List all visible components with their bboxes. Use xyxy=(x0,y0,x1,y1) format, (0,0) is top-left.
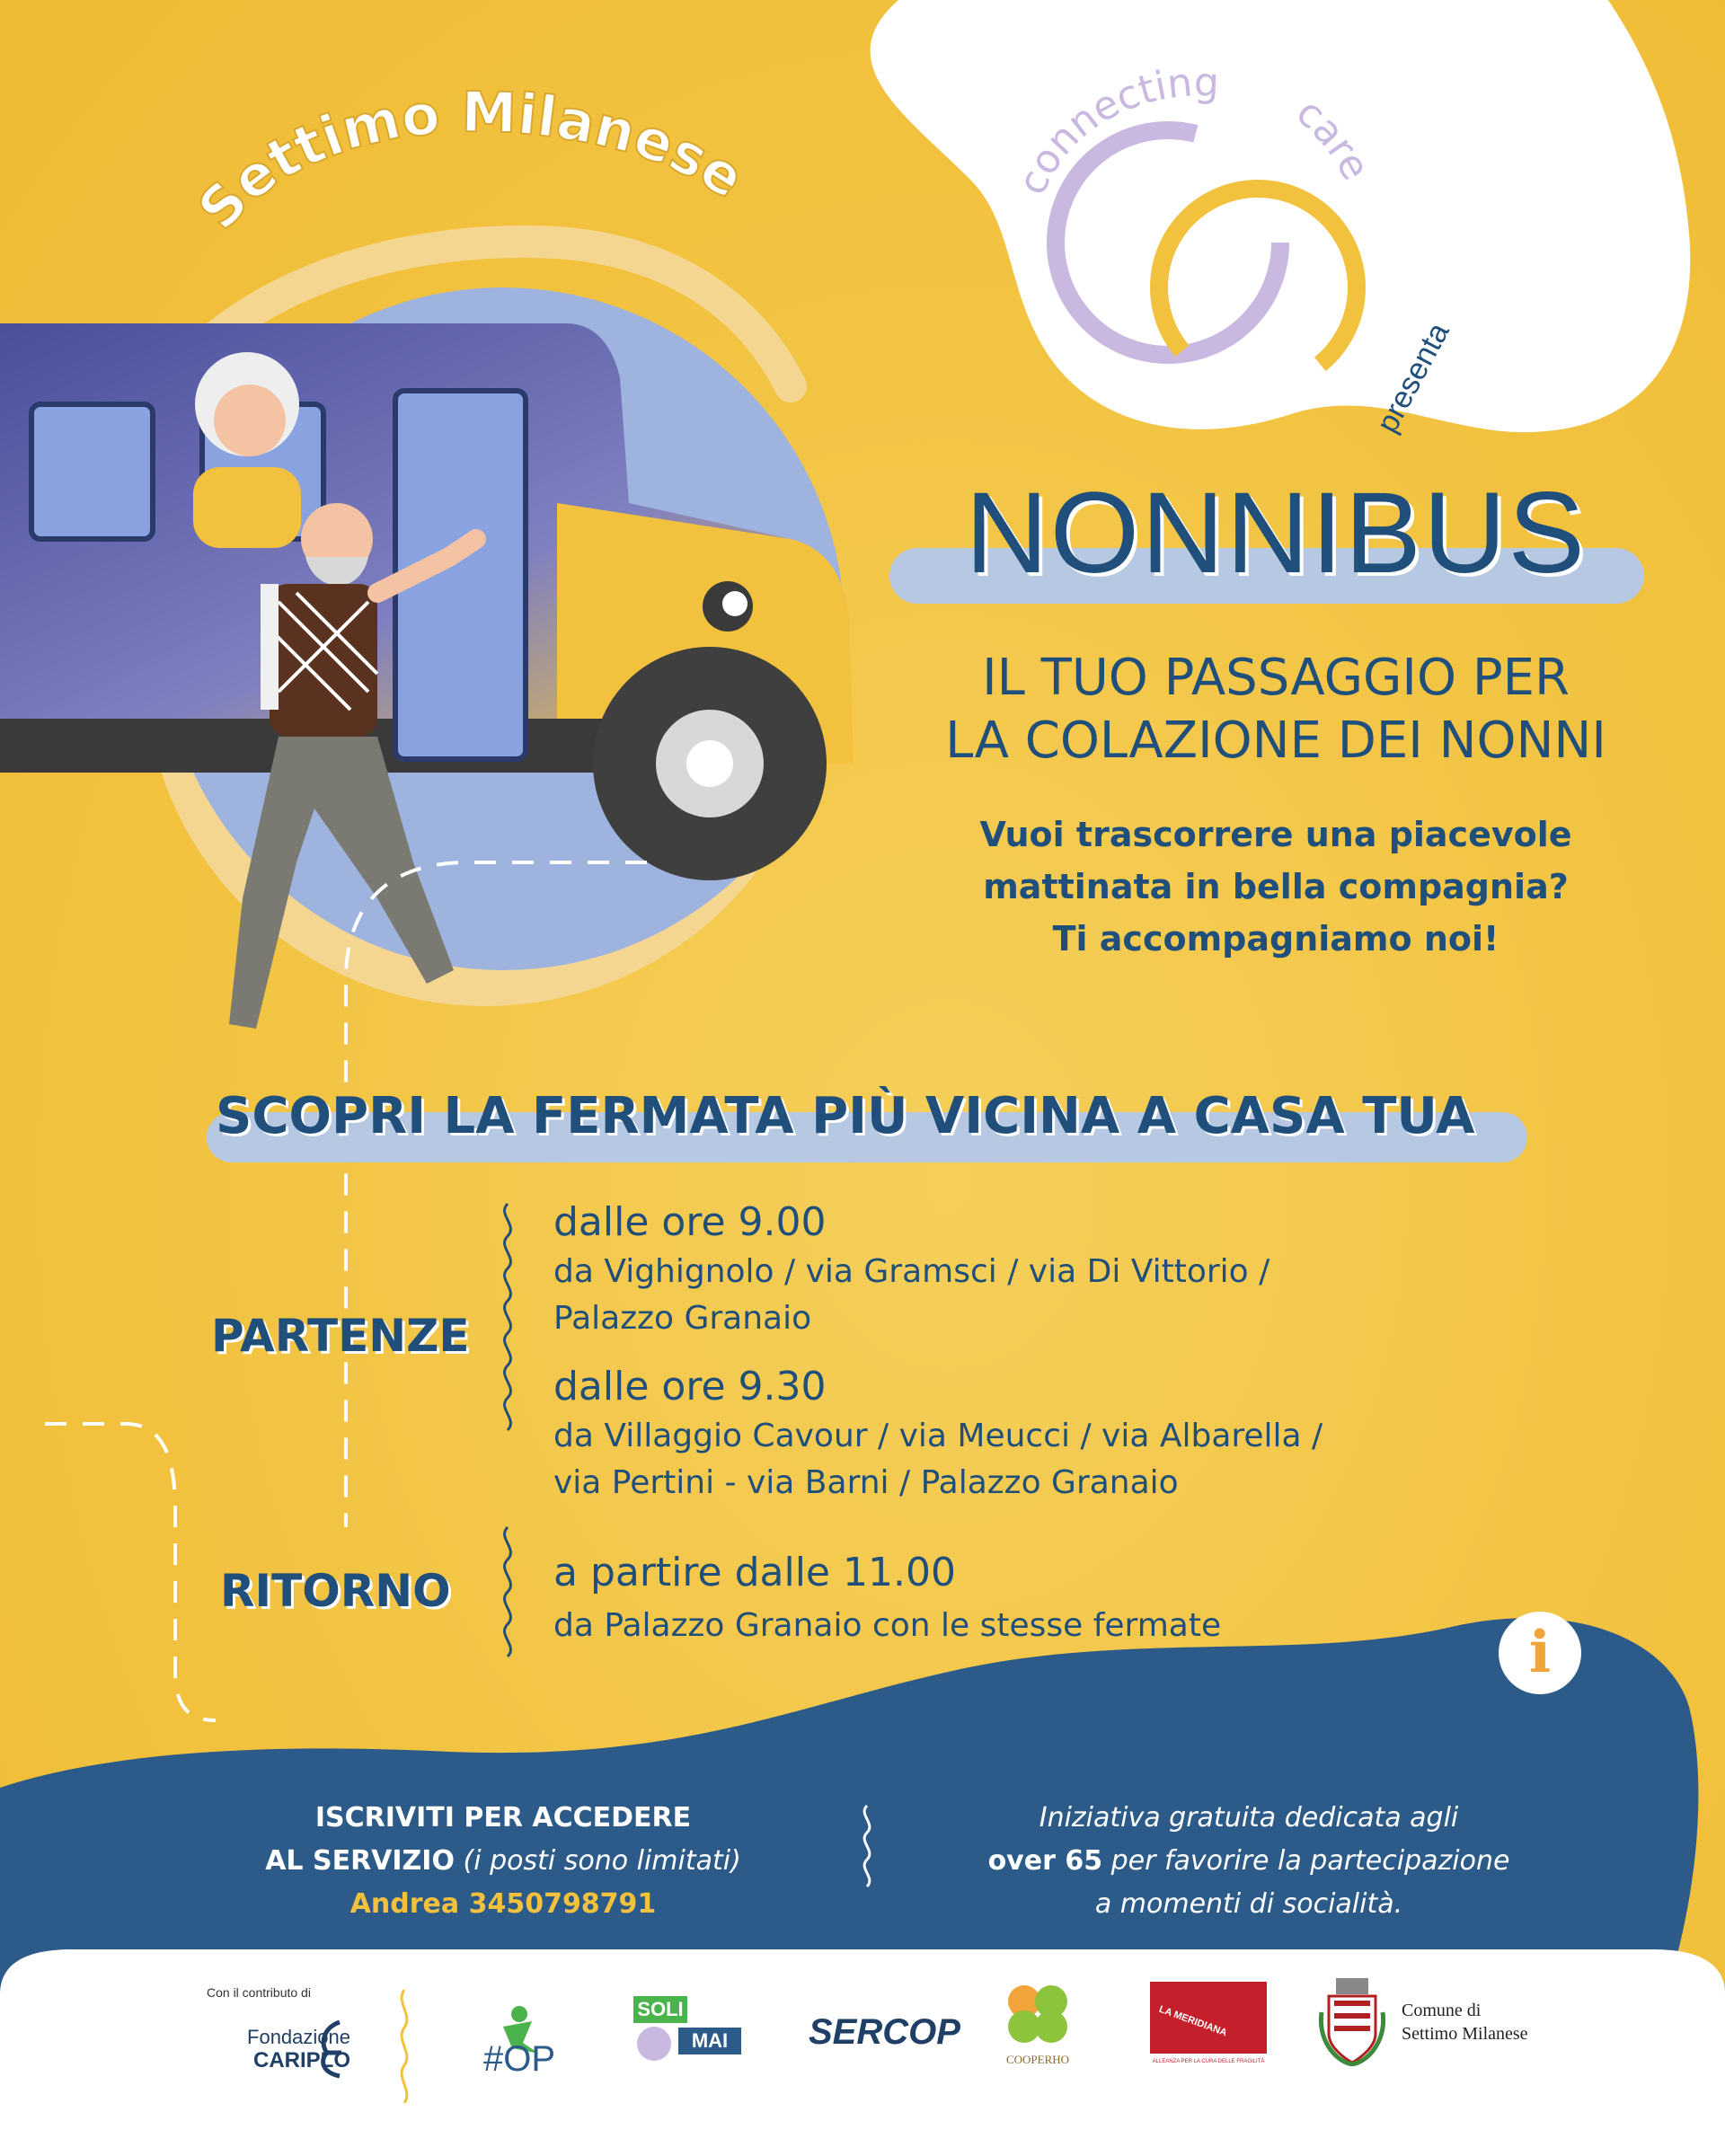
intro-line-1: Vuoi trascorrere una piacevole xyxy=(979,815,1572,854)
intro-line-2: mattinata in bella compagnia? xyxy=(983,867,1569,906)
comune-logo xyxy=(1402,1999,1528,2046)
route-dash-2 xyxy=(45,1424,216,1720)
info-icon[interactable]: i xyxy=(1499,1612,1581,1694)
departure-stops-2-line-1: da Villaggio Cavour / via Meucci / via Albarella / xyxy=(553,1418,1323,1454)
free-line-3: a momenti di socialità. xyxy=(1094,1888,1403,1920)
signup-line-1: ISCRIVITI PER ACCEDERE xyxy=(314,1802,692,1833)
free-initiative-text xyxy=(916,1797,1581,1926)
cariplo-line-2: CARIPLO xyxy=(253,2048,350,2072)
connecting-care-logo xyxy=(988,54,1438,341)
svg-text:Settimo Milanese xyxy=(185,79,756,242)
comune-crest-icon xyxy=(1316,1976,1388,2066)
title-block xyxy=(889,467,1662,611)
departure-stops-2 xyxy=(553,1413,1322,1507)
intro-line-3: Ti accompagniamo noi! xyxy=(1052,919,1499,959)
page-title: NONNIBUS xyxy=(965,469,1587,597)
subtitle-line-1: IL TUO PASSAGGIO PER xyxy=(982,649,1570,707)
clover-icon xyxy=(997,1976,1078,2048)
departure-time-1: dalle ore 9.00 xyxy=(553,1199,827,1245)
hop-text: #OP xyxy=(483,2039,556,2079)
solimai-bottom: MAI xyxy=(678,2028,741,2054)
brand-line1: connecting xyxy=(1009,59,1220,202)
town-name: Settimo Milanese xyxy=(185,79,756,243)
departure-stops-1-line-1: da Vighignolo / via Gramsci / via Di Vittorio / xyxy=(553,1253,1270,1290)
svg-text:connecting xyxy=(1009,59,1220,201)
bracket-partenze xyxy=(505,1204,511,1430)
svg-text:care xyxy=(1287,89,1378,187)
subtitle xyxy=(880,647,1671,773)
return-time: a partire dalle 11.00 xyxy=(553,1550,956,1595)
contact-phone[interactable]: Andrea 3450798791 xyxy=(349,1888,657,1920)
return-label: RITORNO xyxy=(220,1565,451,1617)
cooperho-logo xyxy=(993,1976,1083,2067)
meridiana-text: LA MERIDIANA xyxy=(1157,2003,1229,2039)
cariplo-mark-icon xyxy=(314,2017,345,2080)
subtitle-line-2: LA COLAZIONE DEI NONNI xyxy=(945,711,1606,770)
departure-stops-1 xyxy=(553,1249,1269,1342)
hop-logo xyxy=(476,2003,575,2079)
bracket-ritorno xyxy=(505,1527,511,1657)
return-stops: da Palazzo Granaio con le stesse fermate xyxy=(553,1607,1222,1644)
solimai-top: SOLI xyxy=(633,1996,687,2023)
departure-stops-2-line-2: via Pertini - via Barni / Palazzo Granaio xyxy=(553,1464,1179,1501)
signup-line-2-bold: AL SERVIZIO xyxy=(265,1845,455,1877)
contribution-label: Con il contributo di xyxy=(207,1985,311,2000)
free-line-2-rest: per favorire la partecipazione xyxy=(1102,1845,1510,1877)
sercop-logo: SERCOP xyxy=(809,2012,960,2052)
meridiana-logo xyxy=(1150,1982,1267,2054)
meridiana-subtext: ALLEANZA PER LA CURA DELLE FRAGILITÀ xyxy=(1152,2059,1265,2064)
free-line-2-bold: over 65 xyxy=(987,1845,1103,1877)
intro-text xyxy=(898,808,1653,965)
town-name-curve xyxy=(0,0,898,431)
comune-line-2: Settimo Milanese xyxy=(1402,2024,1528,2044)
departure-stops-1-line-2: Palazzo Granaio xyxy=(553,1300,812,1337)
departure-time-2: dalle ore 9.30 xyxy=(553,1364,827,1409)
comune-line-1: Comune di xyxy=(1402,2001,1482,2020)
cariplo-line-1: Fondazione xyxy=(247,2026,350,2048)
signup-line-2-italic: (i posti sono limitati) xyxy=(454,1845,741,1877)
solimai-avatar-icon xyxy=(637,2027,671,2061)
solimai-logo xyxy=(633,1996,746,2077)
presenta-label: presenta xyxy=(1370,317,1456,438)
brand-line2: care xyxy=(1287,89,1379,188)
cooperho-text: COOPERHO xyxy=(1005,2053,1070,2066)
free-line-1: Iniziativa gratuita dedicata agli xyxy=(1039,1802,1459,1833)
departures-label: PARTENZE xyxy=(211,1310,470,1362)
schedule-heading: SCOPRI LA FERMATA PIÙ VICINA A CASA TUA xyxy=(216,1087,1475,1145)
signup-text xyxy=(216,1797,791,1926)
